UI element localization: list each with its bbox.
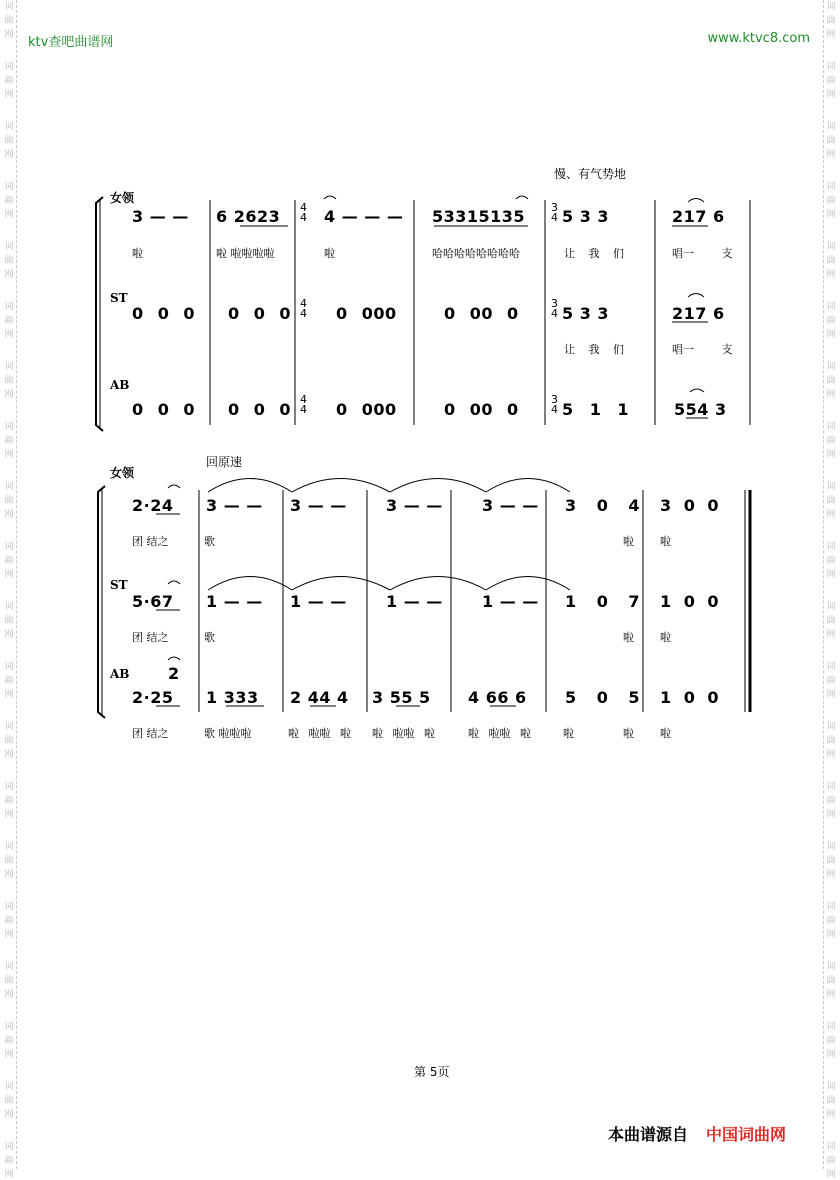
lyric: 团 结之 xyxy=(132,535,169,548)
watermark-char: 曲 xyxy=(826,316,836,326)
watermark-char: 曲 xyxy=(4,976,14,986)
lyric: 让 我 们 xyxy=(564,247,624,260)
watermark-char: 曲 xyxy=(4,856,14,866)
lyric: 啦 xyxy=(623,727,634,740)
lyric: 啦 啦啦啦啦 xyxy=(216,247,275,260)
watermark-char: 词 xyxy=(4,62,14,72)
watermark-char: 词 xyxy=(826,542,836,552)
notes: 5 0 5 xyxy=(565,688,641,707)
watermark-char: 曲 xyxy=(4,496,14,506)
watermark-char: 词 xyxy=(826,1142,836,1152)
notes: 1 333 xyxy=(206,688,259,707)
watermark-char: 网 xyxy=(4,690,14,700)
time-signature: 4 4 xyxy=(300,393,307,416)
part-label-ab: AB xyxy=(110,667,130,681)
watermark-char: 词 xyxy=(4,782,14,792)
watermark-char: 网 xyxy=(4,1170,14,1180)
part-label-lead: 女领 xyxy=(110,191,135,205)
time-signature: 3 4 xyxy=(551,201,558,224)
watermark-char: 曲 xyxy=(826,436,836,446)
watermark-char: 网 xyxy=(4,150,14,160)
watermark-char: 曲 xyxy=(4,136,14,146)
notes: 2 44 4 xyxy=(290,688,349,707)
watermark-char: 曲 xyxy=(4,196,14,206)
watermark-char: 曲 xyxy=(826,376,836,386)
watermark-char: 词 xyxy=(4,542,14,552)
source-site-link[interactable]: 中国词曲网 xyxy=(706,1125,787,1144)
watermark-char: 网 xyxy=(4,270,14,280)
watermark-char: 网 xyxy=(4,390,14,400)
watermark-char: 词 xyxy=(826,902,836,912)
watermark-char: 曲 xyxy=(826,796,836,806)
notes: 5·67 xyxy=(132,592,174,611)
watermark-char: 曲 xyxy=(4,1156,14,1166)
time-signature: 4 4 xyxy=(300,297,307,320)
watermark-char: 网 xyxy=(826,630,836,640)
notes: 217 6 xyxy=(672,207,725,226)
watermark-char: 曲 xyxy=(826,976,836,986)
notes: 5 1 1 xyxy=(562,400,630,419)
site-name-left[interactable]: ktv查吧曲谱网 xyxy=(28,35,114,50)
watermark-char: 网 xyxy=(4,90,14,100)
time-signature: 3 4 xyxy=(551,393,558,416)
watermark-char: 曲 xyxy=(4,556,14,566)
lyric: 唱一 支 xyxy=(672,343,733,356)
lyric: 啦 xyxy=(132,247,143,260)
notes: 1 — — xyxy=(206,592,263,611)
notes: 0 0 0 xyxy=(132,304,196,323)
notes: 0 0 0 xyxy=(228,400,292,419)
watermark-char: 曲 xyxy=(826,496,836,506)
lyric: 歌 啦啦啦 xyxy=(204,727,252,740)
watermark-char: 词 xyxy=(4,662,14,672)
watermark-char: 词 xyxy=(826,2,836,12)
watermark-char: 词 xyxy=(4,1082,14,1092)
watermark-char: 词 xyxy=(826,782,836,792)
watermark-char: 网 xyxy=(826,990,836,1000)
lyric: 唱一 支 xyxy=(672,247,733,260)
watermark-char: 词 xyxy=(4,842,14,852)
notes: 0 00 0 xyxy=(444,304,519,323)
watermark-char: 网 xyxy=(826,270,836,280)
lyric: 啦 xyxy=(660,535,671,548)
watermark-char: 词 xyxy=(4,2,14,12)
watermark-char: 词 xyxy=(826,722,836,732)
watermark-char: 网 xyxy=(826,150,836,160)
watermark-char: 曲 xyxy=(4,16,14,26)
watermark-char: 词 xyxy=(826,1022,836,1032)
watermark-char: 词 xyxy=(4,362,14,372)
watermark-char: 曲 xyxy=(826,16,836,26)
watermark-char: 词 xyxy=(826,842,836,852)
watermark-char: 曲 xyxy=(4,676,14,686)
watermark-char: 曲 xyxy=(826,1096,836,1106)
watermark-char: 网 xyxy=(826,1110,836,1120)
watermark-char: 曲 xyxy=(4,796,14,806)
notes: 53315135 xyxy=(432,207,526,226)
watermark-char: 词 xyxy=(826,482,836,492)
watermark-char: 网 xyxy=(826,210,836,220)
watermark-char: 网 xyxy=(826,1170,836,1180)
watermark-char: 网 xyxy=(4,630,14,640)
notes: 0 0 0 xyxy=(228,304,292,323)
watermark-char: 曲 xyxy=(4,1096,14,1106)
notes: 5 3 3 xyxy=(562,207,610,226)
watermark-char: 曲 xyxy=(826,736,836,746)
watermark-char: 网 xyxy=(4,750,14,760)
watermark-char: 曲 xyxy=(826,1036,836,1046)
watermark-char: 网 xyxy=(826,750,836,760)
notes: 554 3 xyxy=(674,400,727,419)
watermark-char: 词 xyxy=(4,722,14,732)
notes: 0 00 0 xyxy=(444,400,519,419)
watermark-char: 网 xyxy=(4,870,14,880)
watermark-char: 网 xyxy=(4,30,14,40)
watermark-char: 词 xyxy=(4,182,14,192)
watermark-char: 网 xyxy=(4,450,14,460)
notes: 1 — — xyxy=(386,592,443,611)
lyric: 歌 xyxy=(204,631,215,644)
watermark-char: 词 xyxy=(826,602,836,612)
watermark-char: 网 xyxy=(4,1050,14,1060)
watermark-char: 词 xyxy=(826,242,836,252)
source-credit xyxy=(608,1122,786,1145)
watermark-char: 词 xyxy=(826,662,836,672)
watermark-char: 曲 xyxy=(4,916,14,926)
watermark-char: 网 xyxy=(4,990,14,1000)
notes: 5 3 3 xyxy=(562,304,610,323)
watermark-char: 词 xyxy=(4,242,14,252)
watermark-char: 词 xyxy=(4,1022,14,1032)
page-number: 第 5页 xyxy=(414,1065,450,1079)
watermark-char: 网 xyxy=(4,210,14,220)
watermark-char: 网 xyxy=(826,510,836,520)
watermark-char: 词 xyxy=(826,302,836,312)
notes: 3 — — xyxy=(132,207,189,226)
notes: 3 — — xyxy=(206,496,263,515)
notes: 2·24 xyxy=(132,496,174,515)
notes: 1 — — xyxy=(290,592,347,611)
watermark-char: 词 xyxy=(4,1142,14,1152)
watermark-char: 网 xyxy=(826,390,836,400)
watermark-char: 曲 xyxy=(4,316,14,326)
notes: 217 6 xyxy=(672,304,725,323)
watermark-char: 网 xyxy=(826,1050,836,1060)
lyric: 啦 啦啦 啦 xyxy=(468,727,531,740)
watermark-char: 词 xyxy=(826,122,836,132)
watermark-char: 词 xyxy=(826,422,836,432)
notes: 0 000 xyxy=(336,304,397,323)
watermark-char: 词 xyxy=(826,962,836,972)
notes: 3 55 5 xyxy=(372,688,431,707)
lyric: 啦 xyxy=(660,727,671,740)
watermark-char: 网 xyxy=(826,930,836,940)
lyric: 啦 xyxy=(623,631,634,644)
watermark-char: 曲 xyxy=(4,616,14,626)
notes: 3 0 0 xyxy=(660,496,720,515)
watermark-char: 网 xyxy=(826,330,836,340)
notes: 1 0 0 xyxy=(660,688,720,707)
watermark-char: 词 xyxy=(826,62,836,72)
watermark-char: 曲 xyxy=(4,736,14,746)
watermark-char: 曲 xyxy=(826,916,836,926)
lyric: 歌 xyxy=(204,535,215,548)
lyric: 团 结之 xyxy=(132,727,169,740)
watermark-char: 网 xyxy=(4,1110,14,1120)
lyric: 让 我 们 xyxy=(564,343,624,356)
part-label-ab: AB xyxy=(110,378,130,392)
lyric: 啦 啦啦 啦 xyxy=(288,727,351,740)
watermark-char: 词 xyxy=(826,1082,836,1092)
lyric: 啦 xyxy=(563,727,574,740)
watermark-char: 曲 xyxy=(826,1156,836,1166)
time-signature: 4 4 xyxy=(300,201,307,224)
watermark-char: 曲 xyxy=(826,76,836,86)
watermark-char: 网 xyxy=(826,690,836,700)
lyric: 哈哈哈哈哈哈哈哈 xyxy=(432,247,520,260)
watermark-char: 网 xyxy=(826,90,836,100)
watermark-char: 网 xyxy=(4,930,14,940)
notes: 2 xyxy=(168,664,180,683)
watermark-char: 曲 xyxy=(4,76,14,86)
lyric: 团 结之 xyxy=(132,631,169,644)
watermark-char: 曲 xyxy=(826,256,836,266)
watermark-char: 词 xyxy=(4,962,14,972)
tempo-marking-2: 回原速 xyxy=(206,455,243,469)
watermark-char: 网 xyxy=(4,570,14,580)
part-label-st: ST xyxy=(110,578,128,592)
notes: 6 2623 xyxy=(216,207,281,226)
watermark-char: 网 xyxy=(826,570,836,580)
watermark-char: 词 xyxy=(826,362,836,372)
watermark-char: 网 xyxy=(4,810,14,820)
notes: 1 0 7 xyxy=(565,592,641,611)
watermark-char: 曲 xyxy=(4,436,14,446)
time-signature: 3 4 xyxy=(551,297,558,320)
watermark-char: 词 xyxy=(4,122,14,132)
notes: 0 000 xyxy=(336,400,397,419)
notes: 4 — — — xyxy=(324,207,404,226)
watermark-char: 网 xyxy=(826,870,836,880)
watermark-char: 词 xyxy=(4,482,14,492)
notes: 4 66 6 xyxy=(468,688,527,707)
watermark-char: 曲 xyxy=(826,136,836,146)
notes: 3 — — xyxy=(482,496,539,515)
watermark-char: 网 xyxy=(4,330,14,340)
watermark-char: 曲 xyxy=(826,196,836,206)
watermark-char: 词 xyxy=(4,902,14,912)
site-url-right[interactable]: www.ktvc8.com xyxy=(707,31,810,46)
notes: 0 0 0 xyxy=(132,400,196,419)
notes: 2·25 xyxy=(132,688,174,707)
watermark-char: 曲 xyxy=(4,376,14,386)
watermark-char: 曲 xyxy=(826,676,836,686)
watermark-char: 曲 xyxy=(4,1036,14,1046)
watermark-char: 词 xyxy=(4,602,14,612)
watermark-char: 网 xyxy=(4,510,14,520)
lyric: 啦 xyxy=(623,535,634,548)
tempo-marking-1: 慢、有气势地 xyxy=(554,167,627,181)
watermark-char: 网 xyxy=(826,450,836,460)
part-label-st: ST xyxy=(110,291,128,305)
notes: 1 — — xyxy=(482,592,539,611)
watermark-char: 曲 xyxy=(4,256,14,266)
lyric: 啦 xyxy=(324,247,335,260)
notes: 3 — — xyxy=(386,496,443,515)
watermark-char: 曲 xyxy=(826,856,836,866)
source-label: 本曲谱源自 xyxy=(608,1125,689,1144)
part-label-lead: 女领 xyxy=(110,466,135,480)
lyric: 啦 xyxy=(660,631,671,644)
watermark-char: 词 xyxy=(4,302,14,312)
notes: 1 0 0 xyxy=(660,592,720,611)
watermark-char: 曲 xyxy=(826,556,836,566)
notes: 3 0 4 xyxy=(565,496,641,515)
lyric: 啦 啦啦 啦 xyxy=(372,727,435,740)
notes: 3 — — xyxy=(290,496,347,515)
watermark-char: 曲 xyxy=(826,616,836,626)
watermark-char: 词 xyxy=(826,182,836,192)
watermark-char: 网 xyxy=(826,30,836,40)
watermark-char: 词 xyxy=(4,422,14,432)
watermark-char: 网 xyxy=(826,810,836,820)
